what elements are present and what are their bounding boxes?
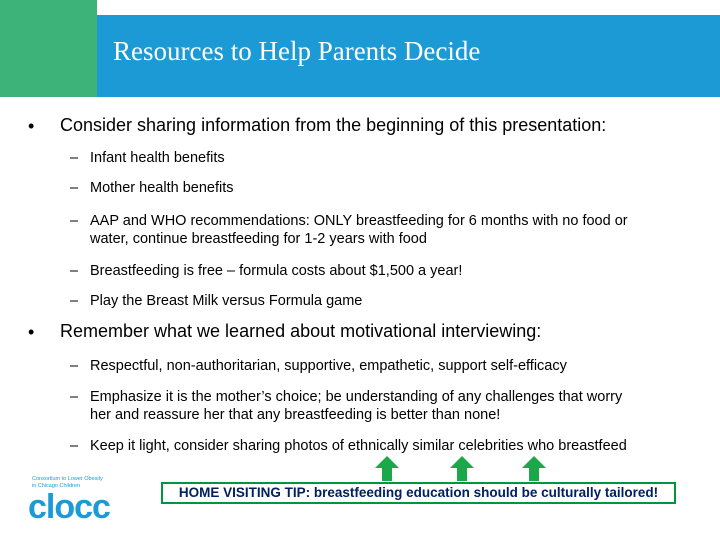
dash-marker: –: [70, 358, 79, 374]
dash-marker: –: [70, 150, 79, 166]
logo-wordmark: clocc: [28, 488, 110, 526]
green-accent-block: [0, 0, 97, 97]
dash-marker: –: [70, 438, 79, 454]
slide-title: Resources to Help Parents Decide: [113, 36, 481, 66]
sub-item-aap-who-line2: water, continue breastfeeding for 1-2 years with food: [90, 231, 427, 247]
home-visiting-tip-box: [161, 482, 676, 504]
sub-item-game: Play the Breast Milk versus Formula game: [90, 293, 363, 309]
bullet-consider-sharing: Consider sharing information from the beginning of this presentation:: [60, 115, 607, 135]
bullet-marker: •: [28, 116, 35, 136]
sub-item-infant-benefits: Infant health benefits: [90, 150, 225, 166]
up-arrow-icon: [521, 455, 547, 482]
sub-item-mothers-choice-line1: Emphasize it is the mother’s choice; be understanding of any challenges that worry: [90, 389, 623, 405]
dash-marker: –: [70, 213, 79, 229]
dash-marker: –: [70, 263, 79, 279]
sub-item-mothers-choice-line2: her and reassure her that any breastfeeding is better than none!: [90, 407, 501, 423]
bullet-marker: •: [28, 322, 35, 342]
logo-tagline-line1: Consortium to Lower Obesity: [32, 476, 103, 482]
sub-item-mother-benefits: Mother health benefits: [90, 180, 234, 196]
dash-marker: –: [70, 389, 79, 405]
dash-marker: –: [70, 180, 79, 196]
sub-item-keep-it-light: Keep it light, consider sharing photos of ethnically similar celebrities who breastfeed: [90, 438, 627, 454]
bullet-motivational-interviewing: Remember what we learned about motivational interviewing:: [60, 321, 542, 341]
home-visiting-tip-text: HOME VISITING TIP: breastfeeding education should be culturally tailored!: [178, 485, 659, 500]
sub-item-formula-cost: Breastfeeding is free – formula costs about $1,500 a year!: [90, 263, 463, 279]
up-arrow-icon: [374, 455, 400, 482]
logo-tagline-line2: in Chicago Children: [32, 483, 80, 489]
sub-item-aap-who-line1: AAP and WHO recommendations: ONLY breastfeeding for 6 months with no food or: [90, 213, 628, 229]
sub-item-respectful: Respectful, non-authoritarian, supportive, empathetic, support self-efficacy: [90, 358, 567, 374]
dash-marker: –: [70, 293, 79, 309]
up-arrow-icon: [449, 455, 475, 482]
